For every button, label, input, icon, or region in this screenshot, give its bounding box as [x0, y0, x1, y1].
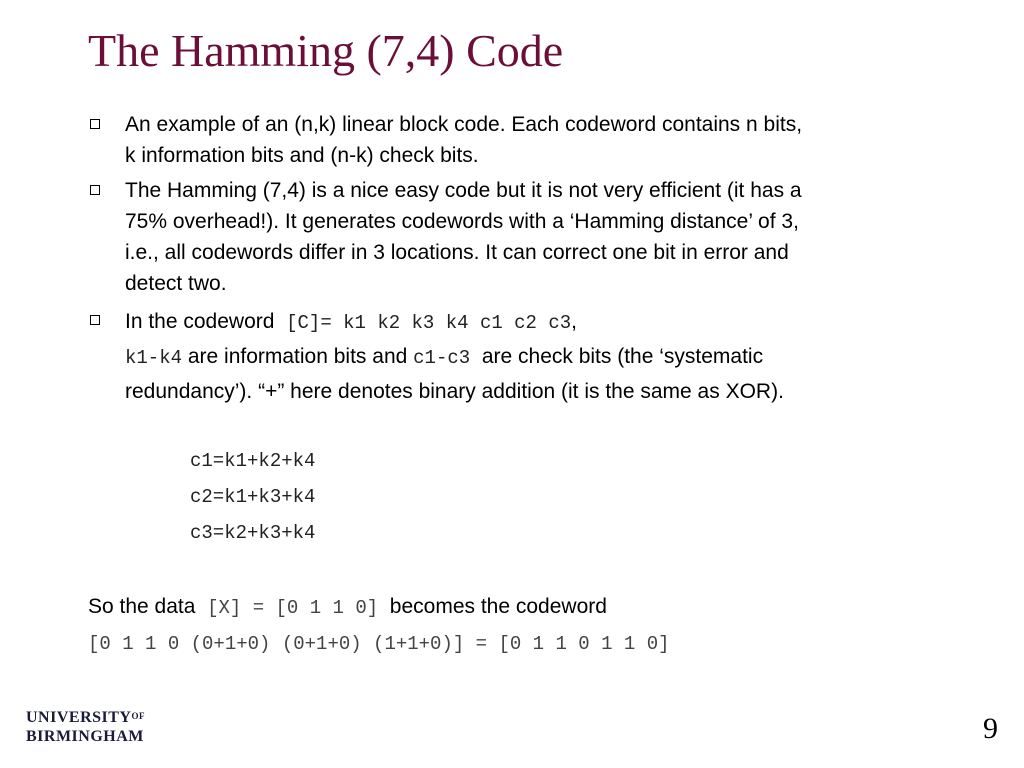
square-bullet-icon [90, 185, 100, 195]
info-bits-code: k1-k4 [125, 347, 183, 369]
bullet-text: detect two. [125, 272, 227, 295]
square-bullet-icon [90, 119, 100, 129]
codeword-code: [C]= k1 k2 k3 k4 c1 c2 c3 [286, 312, 572, 334]
square-bullet-icon [90, 315, 100, 325]
equation-c1: c1=k1+k2+k4 [190, 450, 316, 472]
logo-of-text: OF [131, 711, 145, 721]
bullet-text: are check bits (the ‘systematic [470, 345, 764, 368]
bullet-text-line [125, 340, 970, 375]
bullet-text: The Hamming (7,4) is a nice easy code but it is not very efficient (it has a [125, 179, 802, 202]
bullet-text: are information bits and [182, 345, 414, 368]
logo-text: UNIVERSITY [26, 709, 132, 726]
codeword-result: [0 1 1 0 (0+1+0) (0+1+0) (1+1+0)] = [0 1 1 0 1 1 0] [88, 633, 670, 655]
university-logo [26, 708, 145, 746]
logo-text: BIRMINGHAM [26, 728, 144, 745]
bullet-text-line [125, 305, 970, 340]
bullet-text: 75% overhead!). It generates codewords with a ‘Hamming distance’ of 3, [125, 210, 799, 233]
comma-text: , [571, 310, 577, 333]
check-bits-code: c1-c3 [413, 347, 471, 369]
bullet-text: An example of an (n,k) linear block code. Each codeword contains n bits, [125, 113, 803, 136]
data-suffix-text: becomes the codeword [389, 595, 607, 618]
data-code: [X] = [0 1 1 0] [207, 597, 379, 619]
equation-c2: c2=k1+k3+k4 [190, 486, 316, 508]
page-number: 9 [983, 712, 998, 745]
data-example [88, 595, 607, 619]
equation-c3: c3=k2+k3+k4 [190, 522, 316, 544]
bullet-text: i.e., all codewords differ in 3 locations. It can correct one bit in error and [125, 241, 789, 264]
bullet-text: redundancy’). “+” here denotes binary addition (it is the same as XOR). [125, 380, 784, 403]
bullet-text: In the codeword [125, 310, 275, 333]
bullet-text: k information bits and (n-k) check bits. [125, 144, 479, 167]
data-prefix-text: So the data [88, 595, 196, 618]
slide-title: The Hamming (7,4) Code [88, 25, 564, 76]
